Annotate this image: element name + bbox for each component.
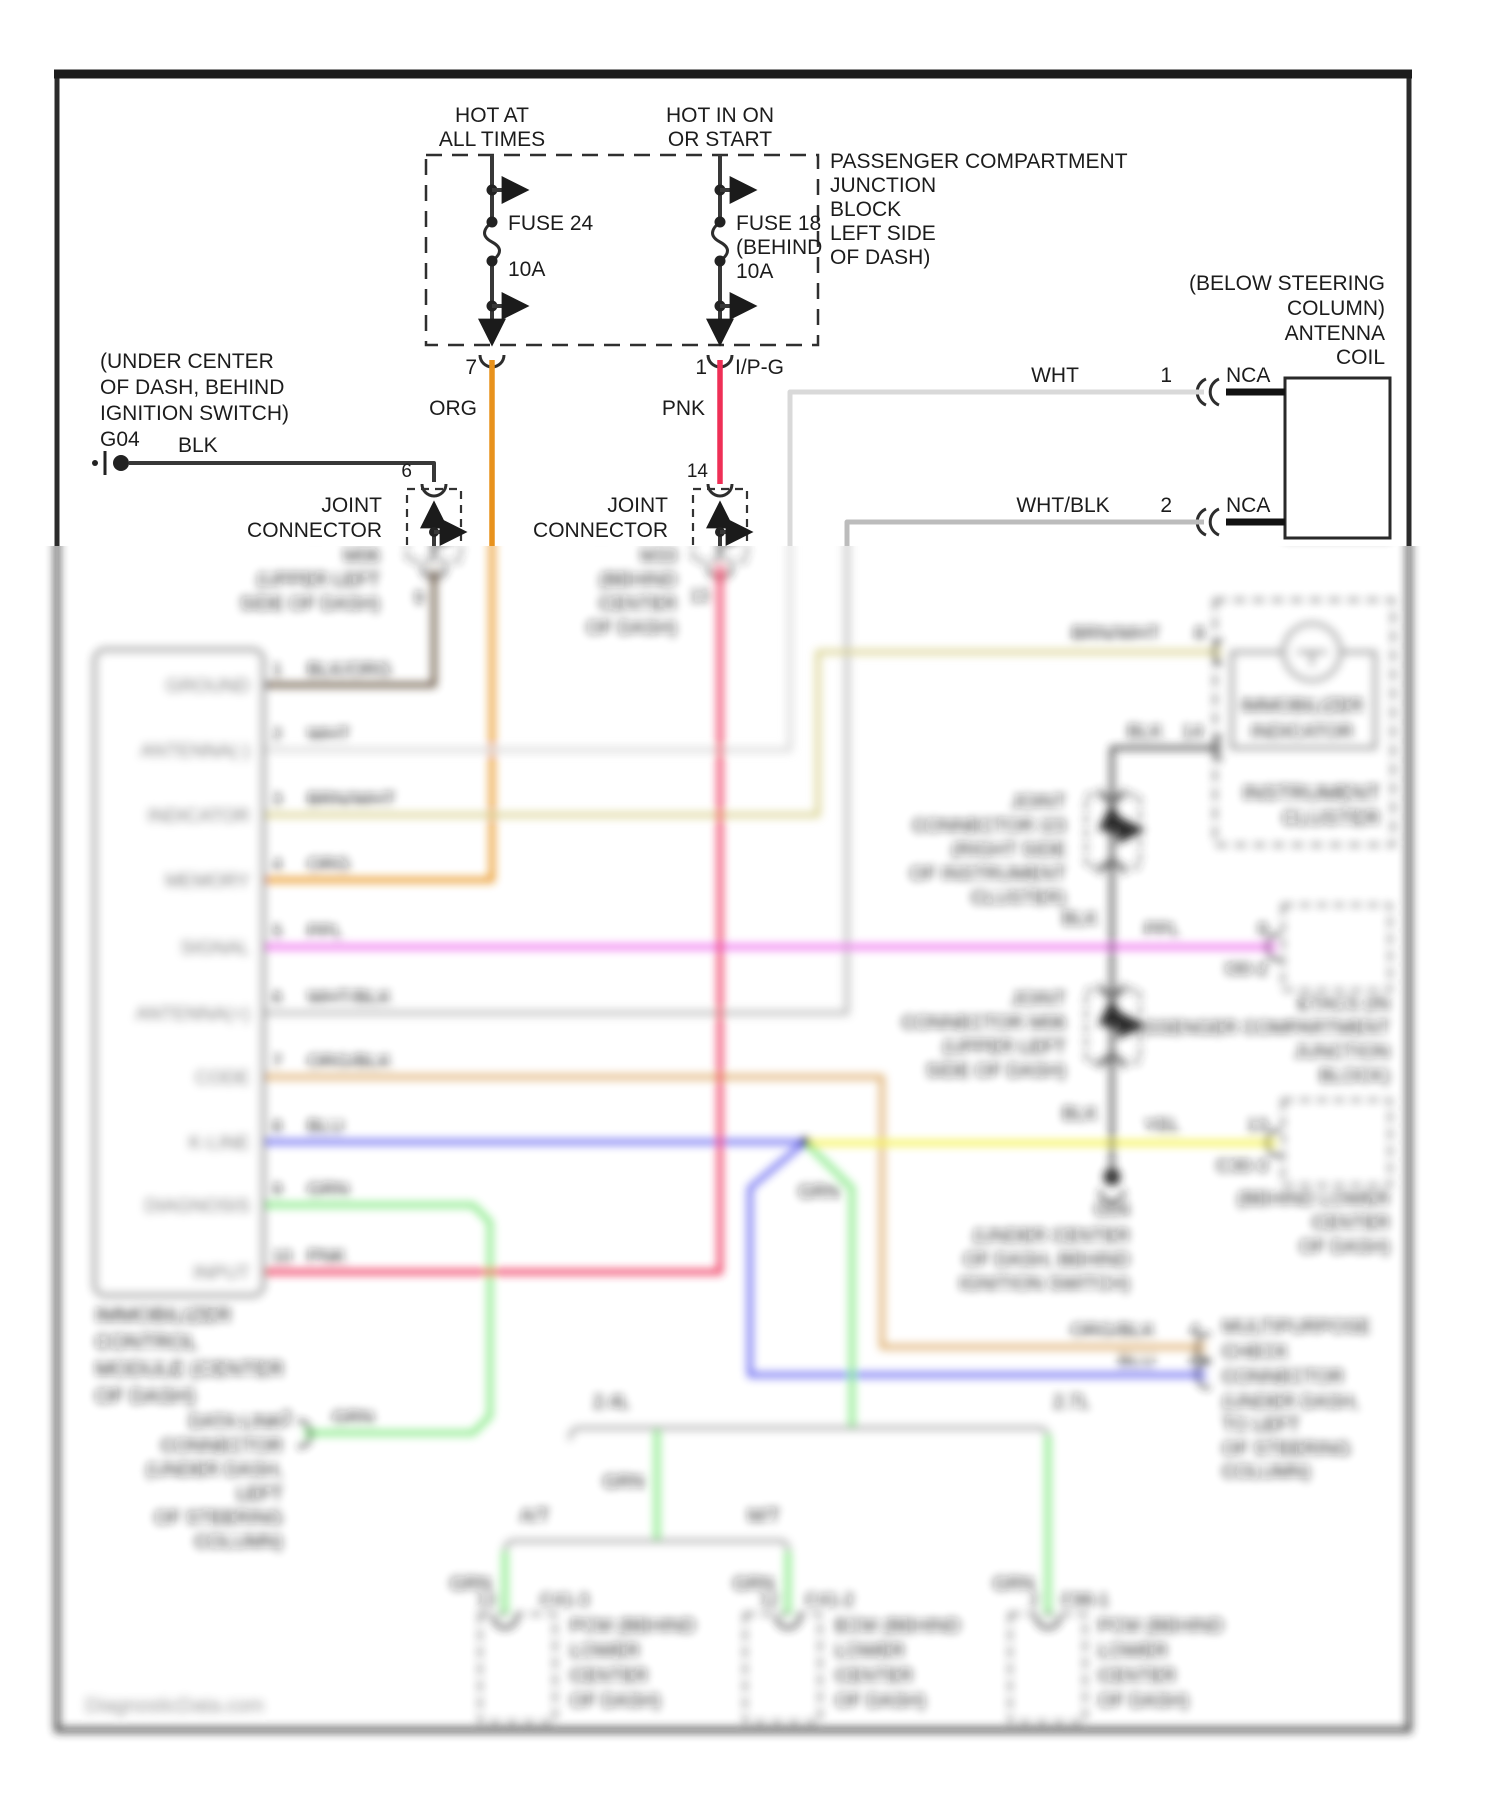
diagram-blurred-layer — [54, 72, 1412, 1730]
